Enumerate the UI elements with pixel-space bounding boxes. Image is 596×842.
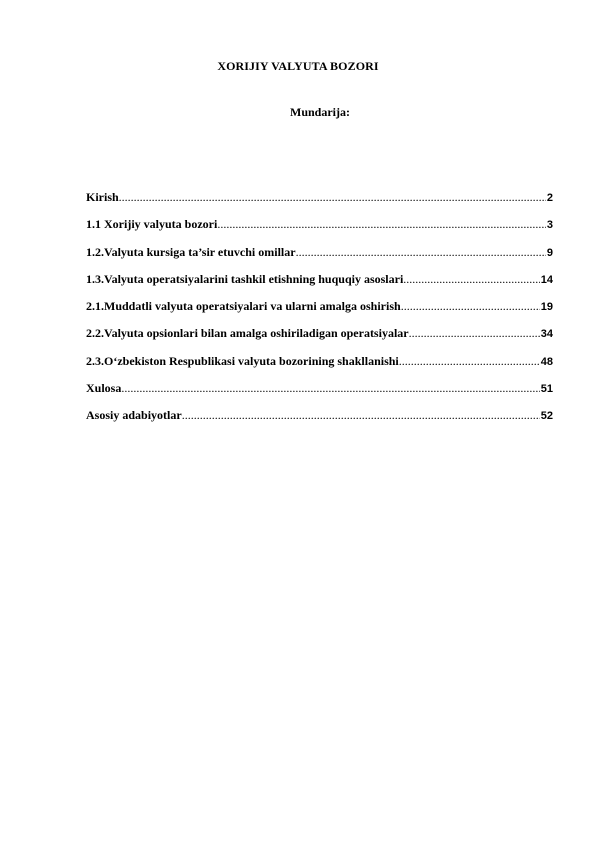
toc-entry-2-1[interactable]: [86, 299, 553, 326]
toc-heading: Mundarija:: [290, 105, 350, 119]
table-of-contents: [86, 190, 553, 436]
toc-leader-dots: [409, 326, 540, 340]
toc-page-number: 14: [540, 273, 553, 286]
toc-leader-dots: [296, 245, 546, 259]
toc-leader-dots: [217, 217, 546, 231]
toc-leader-dots: [182, 408, 540, 422]
toc-page-number: 19: [540, 301, 553, 314]
toc-entry-1-3[interactable]: [86, 272, 553, 299]
toc-leader-dots: [399, 354, 540, 368]
toc-entry-xulosa[interactable]: [86, 381, 553, 408]
toc-entry-2-2[interactable]: [86, 326, 553, 353]
toc-leader-dots: [119, 190, 546, 204]
toc-entry-label: Kirish: [86, 190, 119, 204]
toc-leader-dots: [401, 299, 540, 313]
toc-entry-1-2[interactable]: [86, 245, 553, 272]
toc-entry-kirish[interactable]: [86, 190, 553, 217]
toc-entry-label: Asosiy adabiyotlar: [86, 408, 182, 423]
toc-entry-label: 1.3.Valyuta operatsiyalarini tashkil etishning huquqiy asoslari: [86, 271, 404, 286]
toc-page-number: 2: [546, 192, 553, 204]
toc-entry-label: 2.2.Valyuta opsionlari bilan amalga oshiriladigan operatsiyalar: [86, 326, 409, 341]
toc-entry-label: 1.2.Valyuta kursiga ta’sir etuvchi omillar: [86, 244, 296, 259]
toc-page-number: 51: [540, 383, 553, 396]
toc-entry-2-3[interactable]: [86, 354, 553, 381]
toc-entry-label: 1.1 Xorijiy valyuta bozori: [86, 217, 218, 232]
document-title: XORIJIY VALYUTA BOZORI: [217, 59, 379, 73]
toc-page-number: 9: [546, 246, 553, 259]
toc-page-number: 48: [540, 355, 553, 368]
toc-entry-label: 2.3.O‘zbekiston Respublikasi valyuta bozorining shakllanishi: [86, 353, 399, 368]
toc-leader-dots: [403, 272, 539, 286]
toc-leader-dots: [121, 381, 539, 395]
toc-page-number: 52: [540, 410, 553, 423]
toc-entry-1-1[interactable]: [86, 217, 553, 244]
toc-entry-asosiy-adabiyotlar[interactable]: [86, 408, 553, 435]
toc-entry-label: Xulosa: [86, 381, 122, 396]
toc-page-number: 3: [546, 219, 553, 232]
toc-page-number: 34: [540, 328, 553, 341]
toc-entry-label: 2.1.Muddatli valyuta operatsiyalari va ularni amalga oshirish: [86, 299, 401, 314]
